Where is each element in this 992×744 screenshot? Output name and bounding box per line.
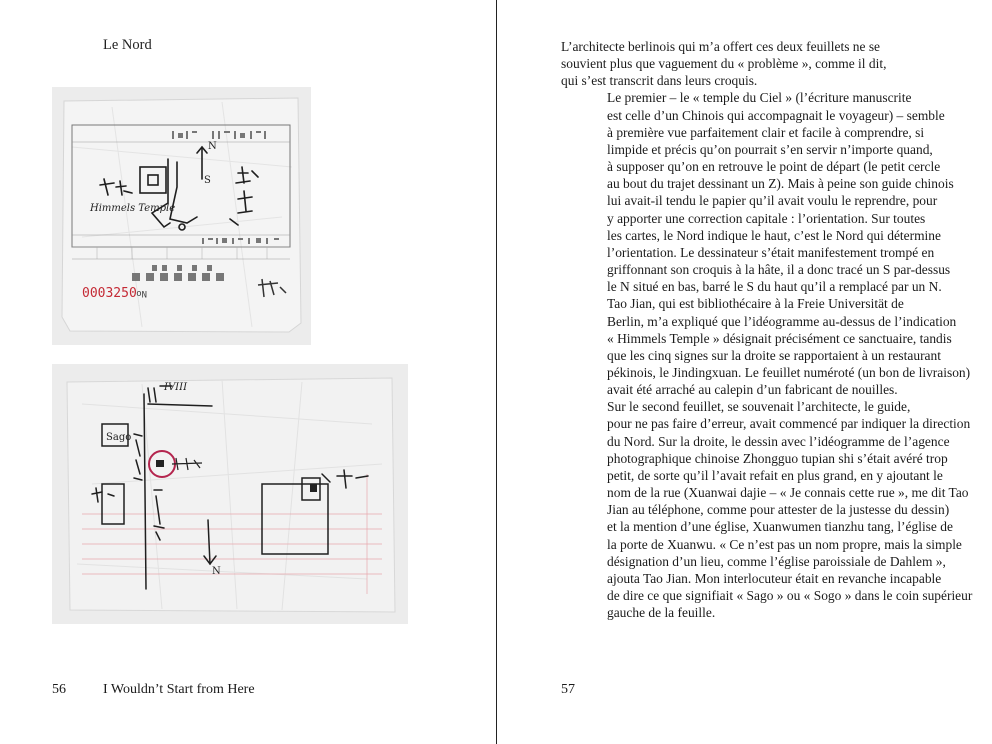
- text-line: à première vue parfaitement clair et facile à comprendre, si: [607, 124, 925, 140]
- sago-label: Sago: [106, 432, 132, 443]
- text-line: pékinois, le Jindingxuan. Le feuillet numéroté (un bon de livraison): [607, 364, 971, 380]
- text-line: gauche de la feuille.: [607, 605, 716, 621]
- text-line: y apporter une correction capitale : l’orientation. Sur toutes: [607, 210, 926, 226]
- paragraph-2: [561, 89, 954, 295]
- text-line: à supposer qu’on en retrouve le point de départ (le petit cercle: [607, 159, 941, 175]
- text-line: pour ne pas faire d’erreur, avait commencé par indiquer la direction: [607, 416, 971, 432]
- north-mark-2: N: [212, 566, 221, 577]
- text-line: au bout du trajet dessinant un Z). Mais à peine son guide chinois: [607, 176, 954, 192]
- paragraph-4: [561, 398, 973, 621]
- text-line: que les cinq signes sur la droite se rapportaient à un restaurant: [607, 347, 941, 363]
- text-line: qui s’est transcrit dans leurs croquis.: [561, 73, 758, 89]
- body-text: [561, 38, 973, 621]
- serial-prefix: No: [136, 288, 147, 298]
- text-line: et la mention d’une église, Xuanwumen tianzhu tang, l’église de: [607, 519, 953, 535]
- north-mark: N: [208, 141, 217, 152]
- serial-number: 0003250: [82, 286, 137, 301]
- book-title-footer: I Wouldn’t Start from Here: [103, 682, 255, 697]
- text-line: est celle d’un Chinois qui accompagnait le voyageur) – semble: [607, 107, 945, 123]
- himmels-temple-label: Himmels Temple: [90, 203, 176, 214]
- second-sketch-image: [52, 364, 408, 624]
- text-line: Berlin, m’a expliqué que l’idéogramme au-dessus de l’indication: [607, 313, 957, 329]
- paragraph-3: [561, 295, 971, 398]
- text-line: petit, de sorte qu’il l’avait refait en plus grand, en y ajoutant le: [607, 467, 943, 483]
- text-line: « Himmels Temple » désignait précisément ce sanctuaire, tandis: [607, 330, 952, 346]
- text-line: la porte de Xuanwu. « Ce n’est pas un nom propre, mais la simple: [607, 536, 962, 552]
- text-line: de dire ce que signifiait « Sago » ou « Sogo » dans le coin supérieur: [607, 588, 973, 603]
- folio-right: 57: [561, 682, 575, 697]
- text-line: souvient plus que vaguement du « problème », comme il dit,: [561, 56, 887, 72]
- text-line: Sur le second feuillet, se souvenait l’architecte, le guide,: [607, 399, 911, 415]
- text-line: l’orientation. Le dessinateur s’était manifestement trompé en: [607, 244, 935, 260]
- paragraph-1: [561, 38, 941, 89]
- text-line: Jian au téléphone, comme pour attester de la justesse du dessin): [607, 502, 950, 518]
- text-line: lui avait-il tendu le papier qu’il avait voulu le reprendre, pour: [607, 193, 938, 209]
- text-line: limpide et précis qu’on pourrait s’en servir n’importe quand,: [607, 141, 933, 157]
- top-mark: IVIII: [164, 382, 188, 393]
- text-line: griffonnant son croquis à la hâte, il a donc tracé un S par-dessus: [607, 262, 951, 278]
- text-line: du Nord. Sur la droite, le dessin avec l’idéogramme de l’agence: [607, 433, 950, 449]
- text-line: le N situé en bas, barré le S du haut qu’il a remplacé par un N.: [607, 279, 942, 295]
- running-head: Le Nord: [103, 37, 152, 53]
- text-line: désignation d’un lieu, comme l’église paroissiale de Dahlem »,: [607, 553, 946, 569]
- figure-delivery-note-sketch: [52, 87, 311, 345]
- text-line: Le premier – le « temple du Ciel » (l’écriture manuscrite: [607, 90, 912, 106]
- delivery-note-image: [52, 87, 311, 345]
- text-line: les cartes, le Nord indique le haut, c’est le Nord qui détermine: [607, 227, 941, 243]
- text-line: Tao Jian, qui est bibliothécaire à la Freie Universität de: [607, 296, 904, 312]
- svg-text:S: S: [204, 175, 211, 186]
- folio-left: 56: [52, 682, 66, 697]
- right-page: [497, 0, 992, 744]
- text-line: ajouta Tao Jian. Mon interlocuteur était en revanche incapable: [607, 570, 942, 586]
- text-line: avait été arraché au calepin d’un fabricant de nouilles.: [607, 382, 898, 398]
- text-line: nom de la rue (Xuanwai dajie – « Je connais cette rue », me dit Tao: [607, 485, 969, 501]
- text-line: L’architecte berlinois qui m’a offert ces deux feuillets ne se: [561, 39, 881, 54]
- text-line: photographique chinoise Zhongguo tupian shi s’était avéré trop: [607, 450, 948, 466]
- figure-second-sketch: [52, 364, 408, 624]
